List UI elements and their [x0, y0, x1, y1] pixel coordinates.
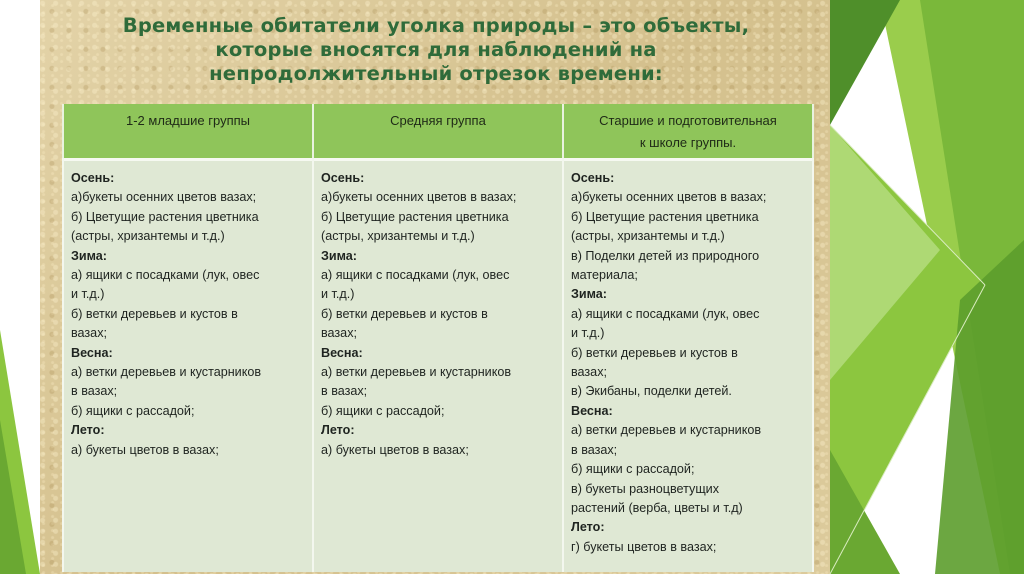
season-heading: Зима:: [321, 248, 357, 263]
habitants-table: [62, 104, 814, 572]
left-green-triangle: [0, 0, 40, 574]
list-item: б) Цветущие растения цветника: [321, 209, 509, 224]
list-item: а) ящики с посадками (лук, овес: [321, 268, 510, 283]
table-body-row: [63, 161, 813, 572]
list-item: материала;: [571, 268, 638, 283]
list-item: (астры, хризантемы и т.д.): [71, 229, 225, 244]
season-heading: Лето:: [71, 423, 105, 438]
list-item: в) букеты разноцветущих: [571, 481, 720, 496]
season-heading: Весна:: [71, 345, 113, 360]
header-text: к школе группы.: [639, 135, 737, 150]
list-item: в) Поделки детей из природного: [571, 248, 760, 263]
list-item: а) ветки деревьев и кустарников: [321, 365, 512, 380]
list-item: а) букеты цветов в вазах;: [71, 442, 219, 457]
list-item: а) букеты цветов в вазах;: [321, 442, 469, 457]
cell-senior-groups: [563, 161, 813, 572]
list-item: б) Цветущие растения цветника: [71, 209, 259, 224]
season-heading: Лето:: [571, 520, 605, 535]
list-item: в) Экибаны, поделки детей.: [571, 384, 732, 399]
list-item: а) ветки деревьев и кустарников: [71, 365, 262, 380]
list-item: и т.д.): [71, 287, 105, 302]
list-item: вазах;: [571, 365, 607, 380]
cell-middle-group: [313, 161, 563, 572]
list-item: б) ветки деревьев и кустов в: [571, 345, 738, 360]
list-item: а)букеты осенних цветов вазах;: [71, 190, 257, 205]
list-item: а)букеты осенних цветов в вазах;: [321, 190, 517, 205]
header-text: 1-2 младшие группы: [125, 113, 251, 128]
season-heading: Осень:: [571, 171, 615, 185]
title-line: которые вносятся для наблюдений на: [215, 38, 657, 61]
cell-junior-groups: [63, 161, 313, 572]
list-item: б) ветки деревьев и кустов в: [71, 306, 238, 321]
left-decoration: [0, 0, 40, 574]
header-text: Старшие и подготовительная: [599, 113, 777, 128]
season-heading: Осень:: [321, 171, 365, 185]
season-heading: Весна:: [321, 345, 363, 360]
list-item: (астры, хризантемы и т.д.): [321, 229, 475, 244]
slide-title: [60, 14, 812, 86]
header-text: Средняя группа: [390, 113, 486, 128]
list-item: вазах;: [321, 326, 357, 341]
header-junior-groups: [63, 104, 313, 158]
list-item: а) ветки деревьев и кустарников: [571, 423, 762, 438]
season-heading: Зима:: [571, 287, 607, 302]
list-item: г) букеты цветов в вазах;: [571, 539, 717, 554]
list-item: а) ящики с посадками (лук, овес: [571, 306, 760, 321]
list-item: (астры, хризантемы и т.д.): [571, 229, 725, 244]
season-heading: Лето:: [321, 423, 355, 438]
list-item: б) ветки деревьев и кустов в: [321, 306, 488, 321]
list-item: а)букеты осенних цветов в вазах;: [571, 190, 767, 205]
list-item: в вазах;: [571, 442, 618, 457]
header-middle-group: [313, 104, 563, 158]
list-item: растений (верба, цветы и т.д): [571, 500, 743, 515]
list-item: в вазах;: [321, 384, 368, 399]
title-line: Временные обитатели уголка природы – это объекты,: [122, 14, 750, 37]
list-item: б) Цветущие растения цветника: [571, 209, 759, 224]
title-line: непродолжительный отрезок времени:: [209, 62, 663, 85]
list-item: б) ящики с рассадой;: [71, 403, 195, 418]
list-item: и т.д.): [321, 287, 355, 302]
list-item: вазах;: [71, 326, 107, 341]
list-item: б) ящики с рассадой;: [571, 462, 695, 477]
season-heading: Зима:: [71, 248, 107, 263]
season-heading: Осень:: [71, 171, 115, 185]
header-senior-groups: [563, 104, 813, 158]
list-item: б) ящики с рассадой;: [321, 403, 445, 418]
list-item: а) ящики с посадками (лук, овес: [71, 268, 260, 283]
list-item: в вазах;: [71, 384, 118, 399]
season-heading: Весна:: [571, 403, 613, 418]
list-item: и т.д.): [571, 326, 605, 341]
table-header-row: [63, 104, 813, 158]
